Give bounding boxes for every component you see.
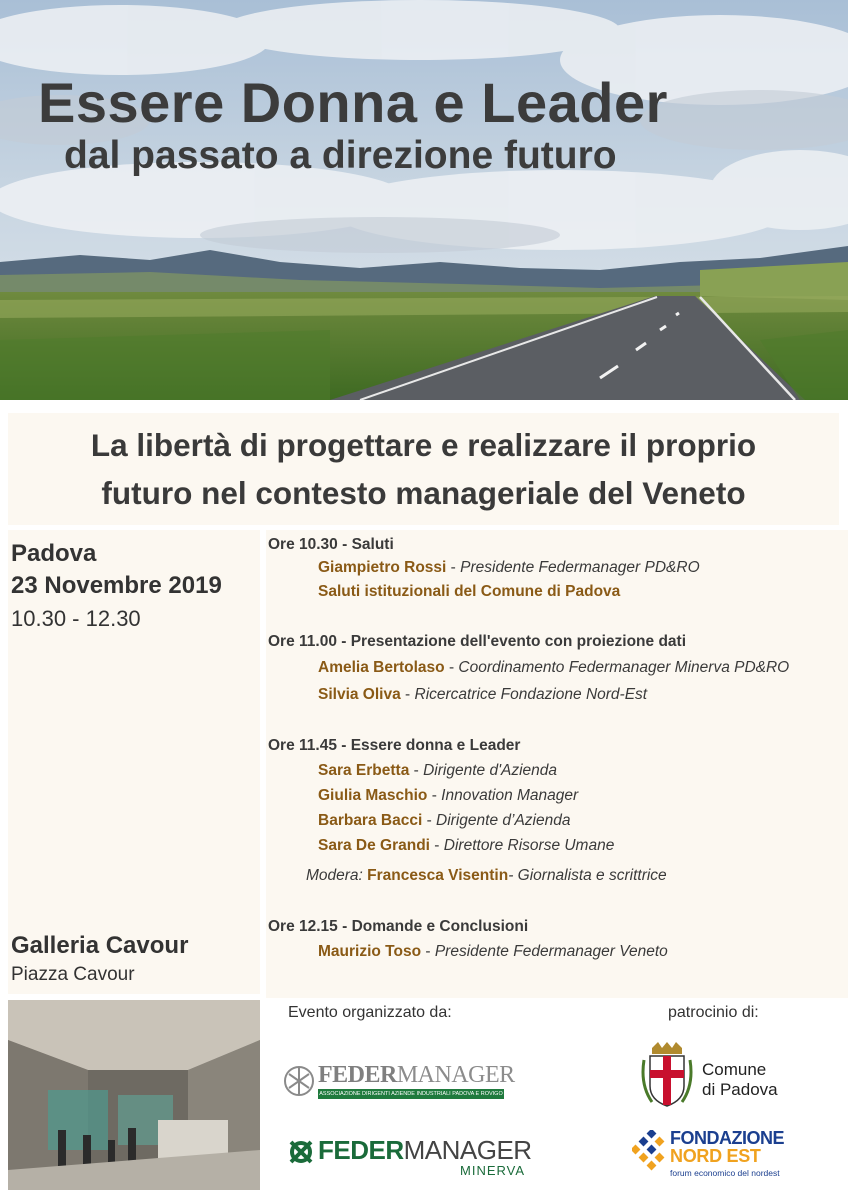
comune-padova-text: Comune di Padova <box>702 1060 778 1099</box>
minerva-knot-icon <box>286 1137 316 1167</box>
fondazione-subtitle: forum economico del nordest <box>670 1168 780 1178</box>
comune-padova-logo <box>640 1040 780 1115</box>
landscape-illustration <box>0 0 848 400</box>
program-entry <box>318 583 620 601</box>
event-venue: Galleria Cavour <box>11 932 189 959</box>
hero-image <box>0 0 848 400</box>
program-entry: Giampietro Rossi - Presidente Federmanager PD&RO <box>318 559 700 576</box>
speaker-role: Dirigente d'Azienda <box>423 762 558 779</box>
fondazione-dots-icon <box>632 1130 670 1174</box>
program-entry: Sara Erbetta - Dirigente d'Azienda <box>318 762 558 779</box>
tagline-band <box>8 413 839 525</box>
program-entry: Sara De Grandi - Direttore Risorse Umane <box>318 837 615 854</box>
program-entry: Giulia Maschio - Innovation Manager <box>318 787 579 804</box>
program-block <box>268 737 520 755</box>
speaker-name: Barbara Bacci <box>318 812 423 829</box>
tagline-line-2: futuro nel contesto manageriale del Veneto <box>101 475 746 511</box>
minerva-wordmark: FEDERMANAGER <box>318 1135 532 1165</box>
federmanager-minerva-logo <box>286 1135 532 1180</box>
speaker-name: Giulia Maschio <box>318 787 428 804</box>
fondazione-nordest-logo <box>630 1120 784 1186</box>
moderator-name: Francesca Visentin <box>367 867 509 884</box>
speaker-name: Saluti istituzionali del Comune di Padova <box>318 583 621 600</box>
gallery-interior-illustration <box>8 1000 260 1190</box>
event-info-panel <box>8 530 260 994</box>
federmanager-logo <box>282 1062 515 1104</box>
speaker-name: Silvia Oliva <box>318 686 401 703</box>
tagline-line-1: La libertà di progettare e realizzare il proprio <box>90 427 757 463</box>
program-block-heading: Ore 11.00 - Presentazione dell'evento con proiezione dati <box>268 633 687 650</box>
fondazione-title-2: NORD EST <box>670 1146 761 1166</box>
program-block <box>268 918 528 936</box>
program-entry: Amelia Bertolaso - Coordinamento Federmanager Minerva PD&RO <box>318 659 790 676</box>
speaker-name: Maurizio Toso <box>318 943 422 960</box>
moderator-label: Modera: <box>306 867 368 884</box>
speaker-role: Dirigente d’Azienda <box>436 812 571 829</box>
federmanager-tagline: ASSOCIAZIONE DIRIGENTI AZIENDE INDUSTRIALI PADOVA E ROVIGO <box>319 1091 503 1097</box>
speaker-role: Coordinamento Federmanager Minerva PD&RO <box>458 659 790 676</box>
event-city: Padova <box>11 540 97 567</box>
event-address: Piazza Cavour <box>11 964 135 985</box>
event-time: 10.30 - 12.30 <box>11 606 141 631</box>
program-block <box>268 536 394 554</box>
program-entry: Barbara Bacci - Dirigente d’Azienda <box>318 812 571 829</box>
tagline <box>91 421 756 517</box>
program-block <box>268 633 686 651</box>
sponsored-by-label: patrocinio di: <box>668 1004 759 1021</box>
padova-coat-of-arms-icon <box>640 1040 694 1112</box>
event-title: Essere Donna e Leader <box>38 71 668 134</box>
program-block-heading: Ore 10.30 - Saluti <box>268 536 394 553</box>
speaker-role: Direttore Risorse Umane <box>443 837 615 854</box>
speaker-name: Sara De Grandi <box>318 837 430 854</box>
event-date: 23 Novembre 2019 <box>11 572 222 599</box>
federmanager-wordmark: FEDERMANAGER <box>318 1062 515 1088</box>
fondazione-title: FONDAZIONE <box>670 1128 784 1148</box>
program-block-heading: Ore 11.45 - Essere donna e Leader <box>268 737 521 754</box>
event-subtitle: dal passato a direzione futuro <box>64 134 617 177</box>
program-panel <box>266 530 848 998</box>
speaker-name: Giampietro Rossi <box>318 559 447 576</box>
federmanager-knot-icon <box>282 1064 316 1098</box>
speaker-role: Presidente Federmanager PD&RO <box>460 559 700 576</box>
venue-photo <box>8 1000 260 1190</box>
program-entry: Silvia Oliva - Ricercatrice Fondazione Nord-Est <box>318 686 648 703</box>
speaker-role: Presidente Federmanager Veneto <box>434 943 668 960</box>
minerva-sub: MINERVA <box>460 1163 526 1178</box>
organized-by-label: Evento organizzato da: <box>288 1004 452 1021</box>
moderator-role: - Giornalista e scrittrice <box>508 867 667 884</box>
moderator-entry <box>306 867 667 885</box>
speaker-name: Sara Erbetta <box>318 762 410 779</box>
speaker-role: Ricercatrice Fondazione Nord-Est <box>414 686 648 703</box>
speaker-role: Innovation Manager <box>441 787 579 804</box>
program-entry: Maurizio Toso - Presidente Federmanager Veneto <box>318 943 668 960</box>
speaker-name: Amelia Bertolaso <box>318 659 445 676</box>
program-block-heading: Ore 12.15 - Domande e Conclusioni <box>268 918 529 935</box>
